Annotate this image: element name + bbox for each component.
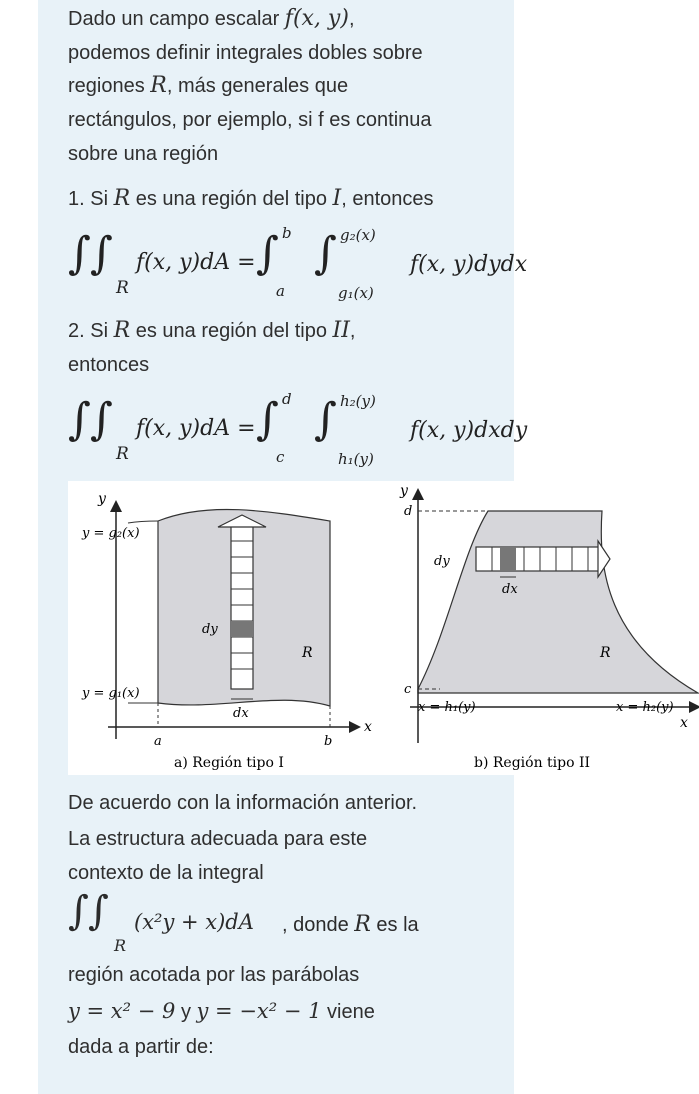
question-line-3: contexto de la integral xyxy=(68,862,264,884)
intro-line-3: regiones R, más generales que xyxy=(68,73,349,98)
right-d-label: d xyxy=(404,504,413,519)
left-region-label: R xyxy=(302,645,313,661)
question-line-6: y = x² − 9 y y = −x² − 1 viene xyxy=(68,999,375,1023)
formula-type-2: ∫ ∫ R f(x, y)dA = ∫ d c ∫ h₂(y) h₁(y) f(x, y)dxdy xyxy=(68,390,528,468)
formula-type-1: ∫ ∫ R f(x, y)dA = ∫ b a ∫ g₂(x) g₁(x) f(x, y)dydx xyxy=(68,224,528,302)
intro-line-2: podemos definir integrales dobles sobre xyxy=(68,42,423,64)
right-right-curve-label: x = h₂(y) xyxy=(616,700,674,715)
left-x-axis-label: x xyxy=(364,719,372,735)
question-line-2: La estructura adecuada para este xyxy=(68,828,368,850)
right-region-label: R xyxy=(600,645,611,661)
case1-line: 1. Si R es una región del tipo I, entonces xyxy=(68,186,434,211)
case2-line-2: entonces xyxy=(68,354,150,376)
left-y-axis-label: y xyxy=(98,491,106,507)
region-type-1-diagram xyxy=(81,491,372,771)
left-dx-label: dx xyxy=(233,706,249,721)
region-type-2-diagram xyxy=(399,483,698,771)
intro-line-4: rectángulos, por ejemplo, si f es continua xyxy=(68,109,432,131)
left-caption: a) Región tipo I xyxy=(174,755,284,771)
right-dy-label: dy xyxy=(434,554,450,569)
case2-line-1: 2. Si R es una región del tipo II, xyxy=(68,318,356,343)
question-line-7: dada a partir de: xyxy=(68,1036,214,1058)
left-a-label: a xyxy=(154,734,162,749)
left-bottom-curve-label: y = g₁(x) xyxy=(82,686,140,701)
right-caption: b) Región tipo II xyxy=(474,755,591,771)
question-line-1: De acuerdo con la información anterior. xyxy=(68,792,418,814)
intro-line-5: sobre una región xyxy=(68,143,219,165)
question-line-5: región acotada por las parábolas xyxy=(68,964,360,986)
right-dx-label: dx xyxy=(502,582,518,597)
right-left-curve-label: x = h₁(y) xyxy=(418,700,476,715)
left-top-curve-label: y = g₂(x) xyxy=(82,526,140,541)
region-figure xyxy=(68,481,699,775)
intro-line-1: Dado un campo escalar f(x, y), xyxy=(68,6,355,31)
right-x-axis-label: x xyxy=(680,715,688,731)
right-c-label: c xyxy=(404,682,412,697)
question-integral-line: ∫ ∫ R (x²y + x)dA , donde R es la xyxy=(68,888,419,955)
left-b-label: b xyxy=(324,734,333,749)
left-dy-label: dy xyxy=(202,622,218,637)
right-y-axis-label: y xyxy=(400,483,408,499)
